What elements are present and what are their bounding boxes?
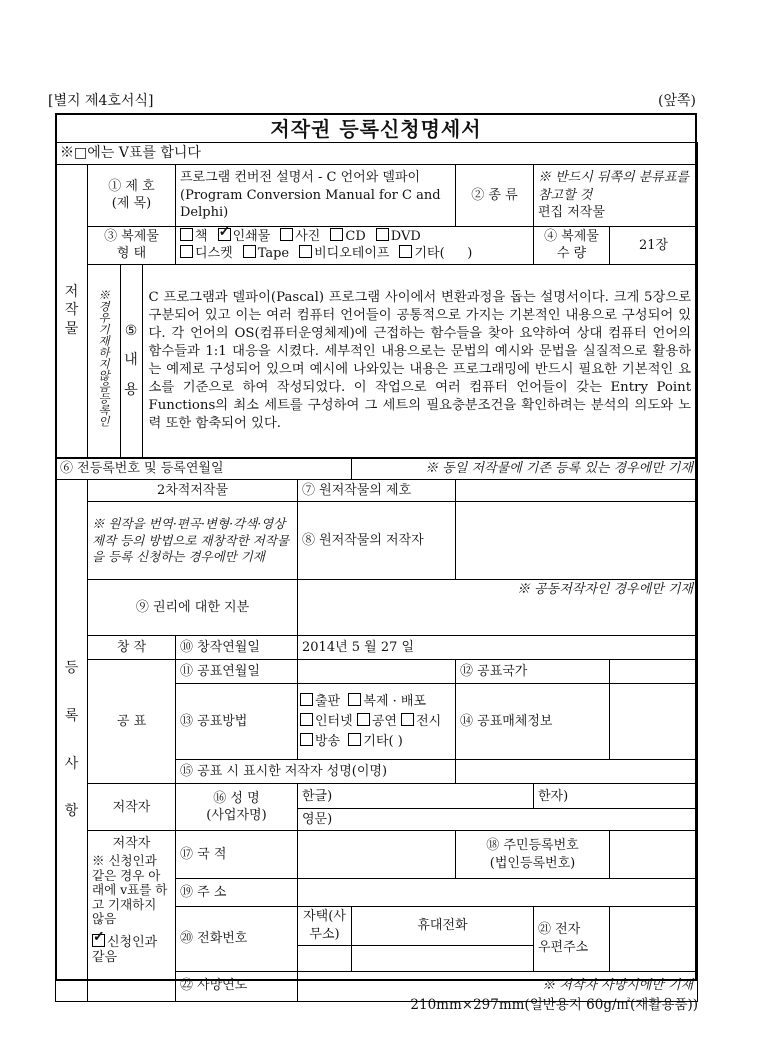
copy-form-option-label: CD (345, 228, 366, 244)
form-title: 저작권 등록신청명세서 (270, 117, 482, 141)
checkbox-same-as-applicant[interactable] (92, 934, 105, 947)
creation-date-label: ⑩ 창작연월일 (176, 636, 298, 660)
publish-country-value[interactable] (610, 660, 698, 684)
rights-label: ⑨ 권리에 대한 지분 (88, 580, 298, 636)
publish-date-label: ⑪ 공표연월일 (176, 660, 298, 684)
check-note: ※□에는 V표를 합니다 (56, 143, 698, 165)
checkbox-publish-internet[interactable] (300, 713, 313, 726)
publish-country-label: ⑫ 공표국가 (456, 660, 610, 684)
title-value[interactable]: 프로그램 컨버전 설명서 - C 언어와 델파이 (Program Conversion Manual for C and Delphi) (176, 164, 456, 226)
copy-form-option[interactable] (180, 229, 208, 244)
resident-no-value[interactable] (610, 831, 698, 879)
kind-label: ② 종 류 (456, 164, 534, 226)
copy-form-option[interactable] (280, 229, 320, 244)
checkbox-row2-3[interactable] (399, 245, 412, 258)
creation-label: 창 작 (88, 636, 176, 660)
copy-form-option[interactable] (330, 229, 365, 244)
copy-form-options (176, 226, 534, 264)
name-hanja[interactable]: 한자) (534, 784, 698, 809)
checkbox-row1-1[interactable] (218, 228, 231, 241)
title-label: ① 제 호 (제 목) (88, 164, 176, 226)
orig-author-value[interactable] (456, 502, 698, 580)
author-label: 저작자 (88, 784, 176, 831)
nationality-value[interactable] (298, 831, 456, 879)
prev-registration-label: ⑥ 전등록번호 및 등록연월일 (56, 458, 352, 480)
same-as-applicant-label: 신청인과 같음 (92, 935, 158, 966)
orig-title-label: ⑦ 원저작물의 제호 (298, 480, 456, 502)
copy-form-option[interactable] (243, 246, 289, 261)
email-value[interactable] (610, 907, 698, 971)
nationality-label: ⑰ 국 적 (176, 831, 298, 879)
publish-date-value[interactable] (298, 660, 456, 684)
checkbox-row2-2[interactable] (299, 245, 312, 258)
phone-label: ⑳ 전화번호 (176, 907, 298, 971)
section-registration-label: 등 록 사 항 (56, 480, 88, 1001)
prev-registration-note: ※ 동일 저작물에 기존 등록 있는 경우에만 기재 (352, 458, 698, 480)
checkbox-row1-0[interactable] (180, 228, 193, 241)
rights-note: ※ 공동저작자인 경우에만 기재 (298, 580, 698, 636)
form-number: [별지 제4호서식] (48, 93, 154, 109)
publish-method-options: 출판 복제 · 배포 인터넷 공연 전시 방송 기타( ) (298, 684, 456, 760)
copy-form-option[interactable] (218, 229, 271, 244)
copy-form-option[interactable] (180, 246, 233, 261)
phone-mobile-value[interactable] (352, 945, 534, 971)
publish-method-label: ⑬ 공표방법 (176, 684, 298, 760)
checkbox-row1-3[interactable] (330, 228, 343, 241)
copy-form-option[interactable] (399, 246, 444, 261)
address-value[interactable] (298, 879, 698, 907)
registration-form-table (55, 142, 698, 1002)
checkbox-publish-other[interactable] (348, 733, 361, 746)
resident-no-label: ⑱ 주민등록번호 (법인등록번호) (456, 831, 610, 879)
copy-form-option-label: 사진 (295, 228, 321, 244)
copy-form-option-label: 기타( (414, 246, 445, 262)
checkbox-row1-2[interactable] (280, 228, 293, 241)
creation-date-value[interactable]: 2014년 5 월 27 일 (298, 636, 698, 660)
orig-title-value[interactable] (456, 480, 698, 502)
copy-form-option-label: Tape (257, 246, 290, 262)
checkbox-publish-exhibit[interactable] (401, 713, 414, 726)
derivative-note: ※ 원작을 번역·편곡·변형·각색·영상제작 등의 방법으로 재창작한 저작물을 등록 신청하는 경우에만 기재 (88, 502, 298, 580)
checkbox-row2-0[interactable] (180, 245, 193, 258)
quantity-value[interactable]: 21장 (610, 226, 698, 264)
checkbox-row1-4[interactable] (376, 228, 389, 241)
copy-form-label: ③ 복제물 형 태 (88, 226, 176, 264)
phone-mobile-label: 휴대전화 (352, 907, 534, 945)
name-hangul[interactable]: 한글) (298, 784, 534, 809)
copy-form-option[interactable] (299, 246, 389, 261)
death-note: ※ 저작자 사망시에만 기재 (298, 971, 698, 1001)
publish-name-label: ⑮ 공표 시 표시한 저작자 성명(이명) (176, 760, 456, 784)
checkbox-publish-copy[interactable] (348, 693, 361, 706)
death-label: ㉒ 사망연도 (176, 971, 298, 1001)
publish-label: 공 표 (88, 660, 176, 784)
kind-cell[interactable] (534, 164, 698, 226)
kind-note: ※ 반드시 뒤쪽의 분류표를 참고할 것 (538, 170, 689, 203)
author2-block: 저작자 ※ 신청인과 같은 경우 아래에 v표를 하고 기재하지 않음 ✓신청인과 같음 (88, 831, 176, 1001)
checkbox-publish-broadcast[interactable] (300, 733, 313, 746)
copy-form-option-label: DVD (390, 228, 421, 244)
email-label: ㉑ 전자 우편주소 (534, 907, 610, 971)
copy-form-option-label: 디스켓 (195, 246, 233, 262)
derivative-label: 2차적저작물 (88, 480, 298, 502)
name-english[interactable]: 영문) (298, 809, 698, 831)
address-label: ⑲ 주 소 (176, 879, 298, 907)
publish-media-label: ⑭ 공표매체정보 (456, 684, 610, 760)
copy-form-option-label: 인쇄물 (232, 228, 271, 244)
section-work-label: 저 작 물 (56, 164, 88, 458)
checkbox-publish-perform[interactable] (357, 713, 370, 726)
page-side-label: (앞쪽) (658, 93, 696, 109)
copy-form-option[interactable] (376, 229, 421, 244)
publish-name-value[interactable] (456, 760, 698, 784)
kind-value: 편집 저작물 (538, 205, 605, 221)
copy-form-option-label: 비디오테이프 (314, 246, 390, 262)
quantity-label: ④ 복제물 수 량 (534, 226, 610, 264)
orig-author-label: ⑧ 원저작물의 저작자 (298, 502, 456, 580)
publish-media-value[interactable] (610, 684, 698, 760)
content-block (88, 264, 698, 458)
content-label: ⑤ 내 용 (120, 265, 142, 457)
paper-spec: 210mm×297mm(일반용지 60g/㎡(재활용품)) (410, 997, 698, 1013)
copy-form-option-label: 책 (195, 228, 208, 244)
phone-home-label: 자택(사무소) (298, 907, 352, 945)
checkbox-row2-1[interactable] (243, 245, 256, 258)
copy-form-other-close: ) (450, 246, 473, 262)
content-side-note: ※경우기재하지않음등록인 (88, 265, 120, 457)
name-label: ⑯ 성 명 (사업자명) (176, 784, 298, 831)
checkbox-publish-print[interactable] (300, 693, 313, 706)
phone-home-value[interactable] (298, 945, 352, 971)
content-value[interactable]: C 프로그램과 델파이(Pascal) 프로그램 사이에서 변환과정을 돕는 설명서이다. 크게 5장으로 구분되어 있고 이는 여러 컴퓨터 언어들이 공통적으로 가지는 기본적인 내용으로 구성되어 있다. 각 언어의 OS(컴퓨터운영체제)에 근접하는 함수들을 찾아 요약하여 상대 컴퓨터 언어의 함수들과 1:1 대응을 시켰다. 세부적인 내용으로는 문법의 예시와 문법을 실질적으로 활용하는 예제로 구성되어 있으며 예시에 나와있는 내용은 프로그래밍에 반드시 필요한 기본적인 요소를 기준으로 하여 작성되었다. 이 작업으로 여러 컴퓨터 언어들이 갖는 Entry Point Functions의 최소 세트를 구성하여 그 세트의 필요충분조건을 확인하려는 분석의 의도와 노력 또한 함축되어 있다. (148, 290, 692, 431)
